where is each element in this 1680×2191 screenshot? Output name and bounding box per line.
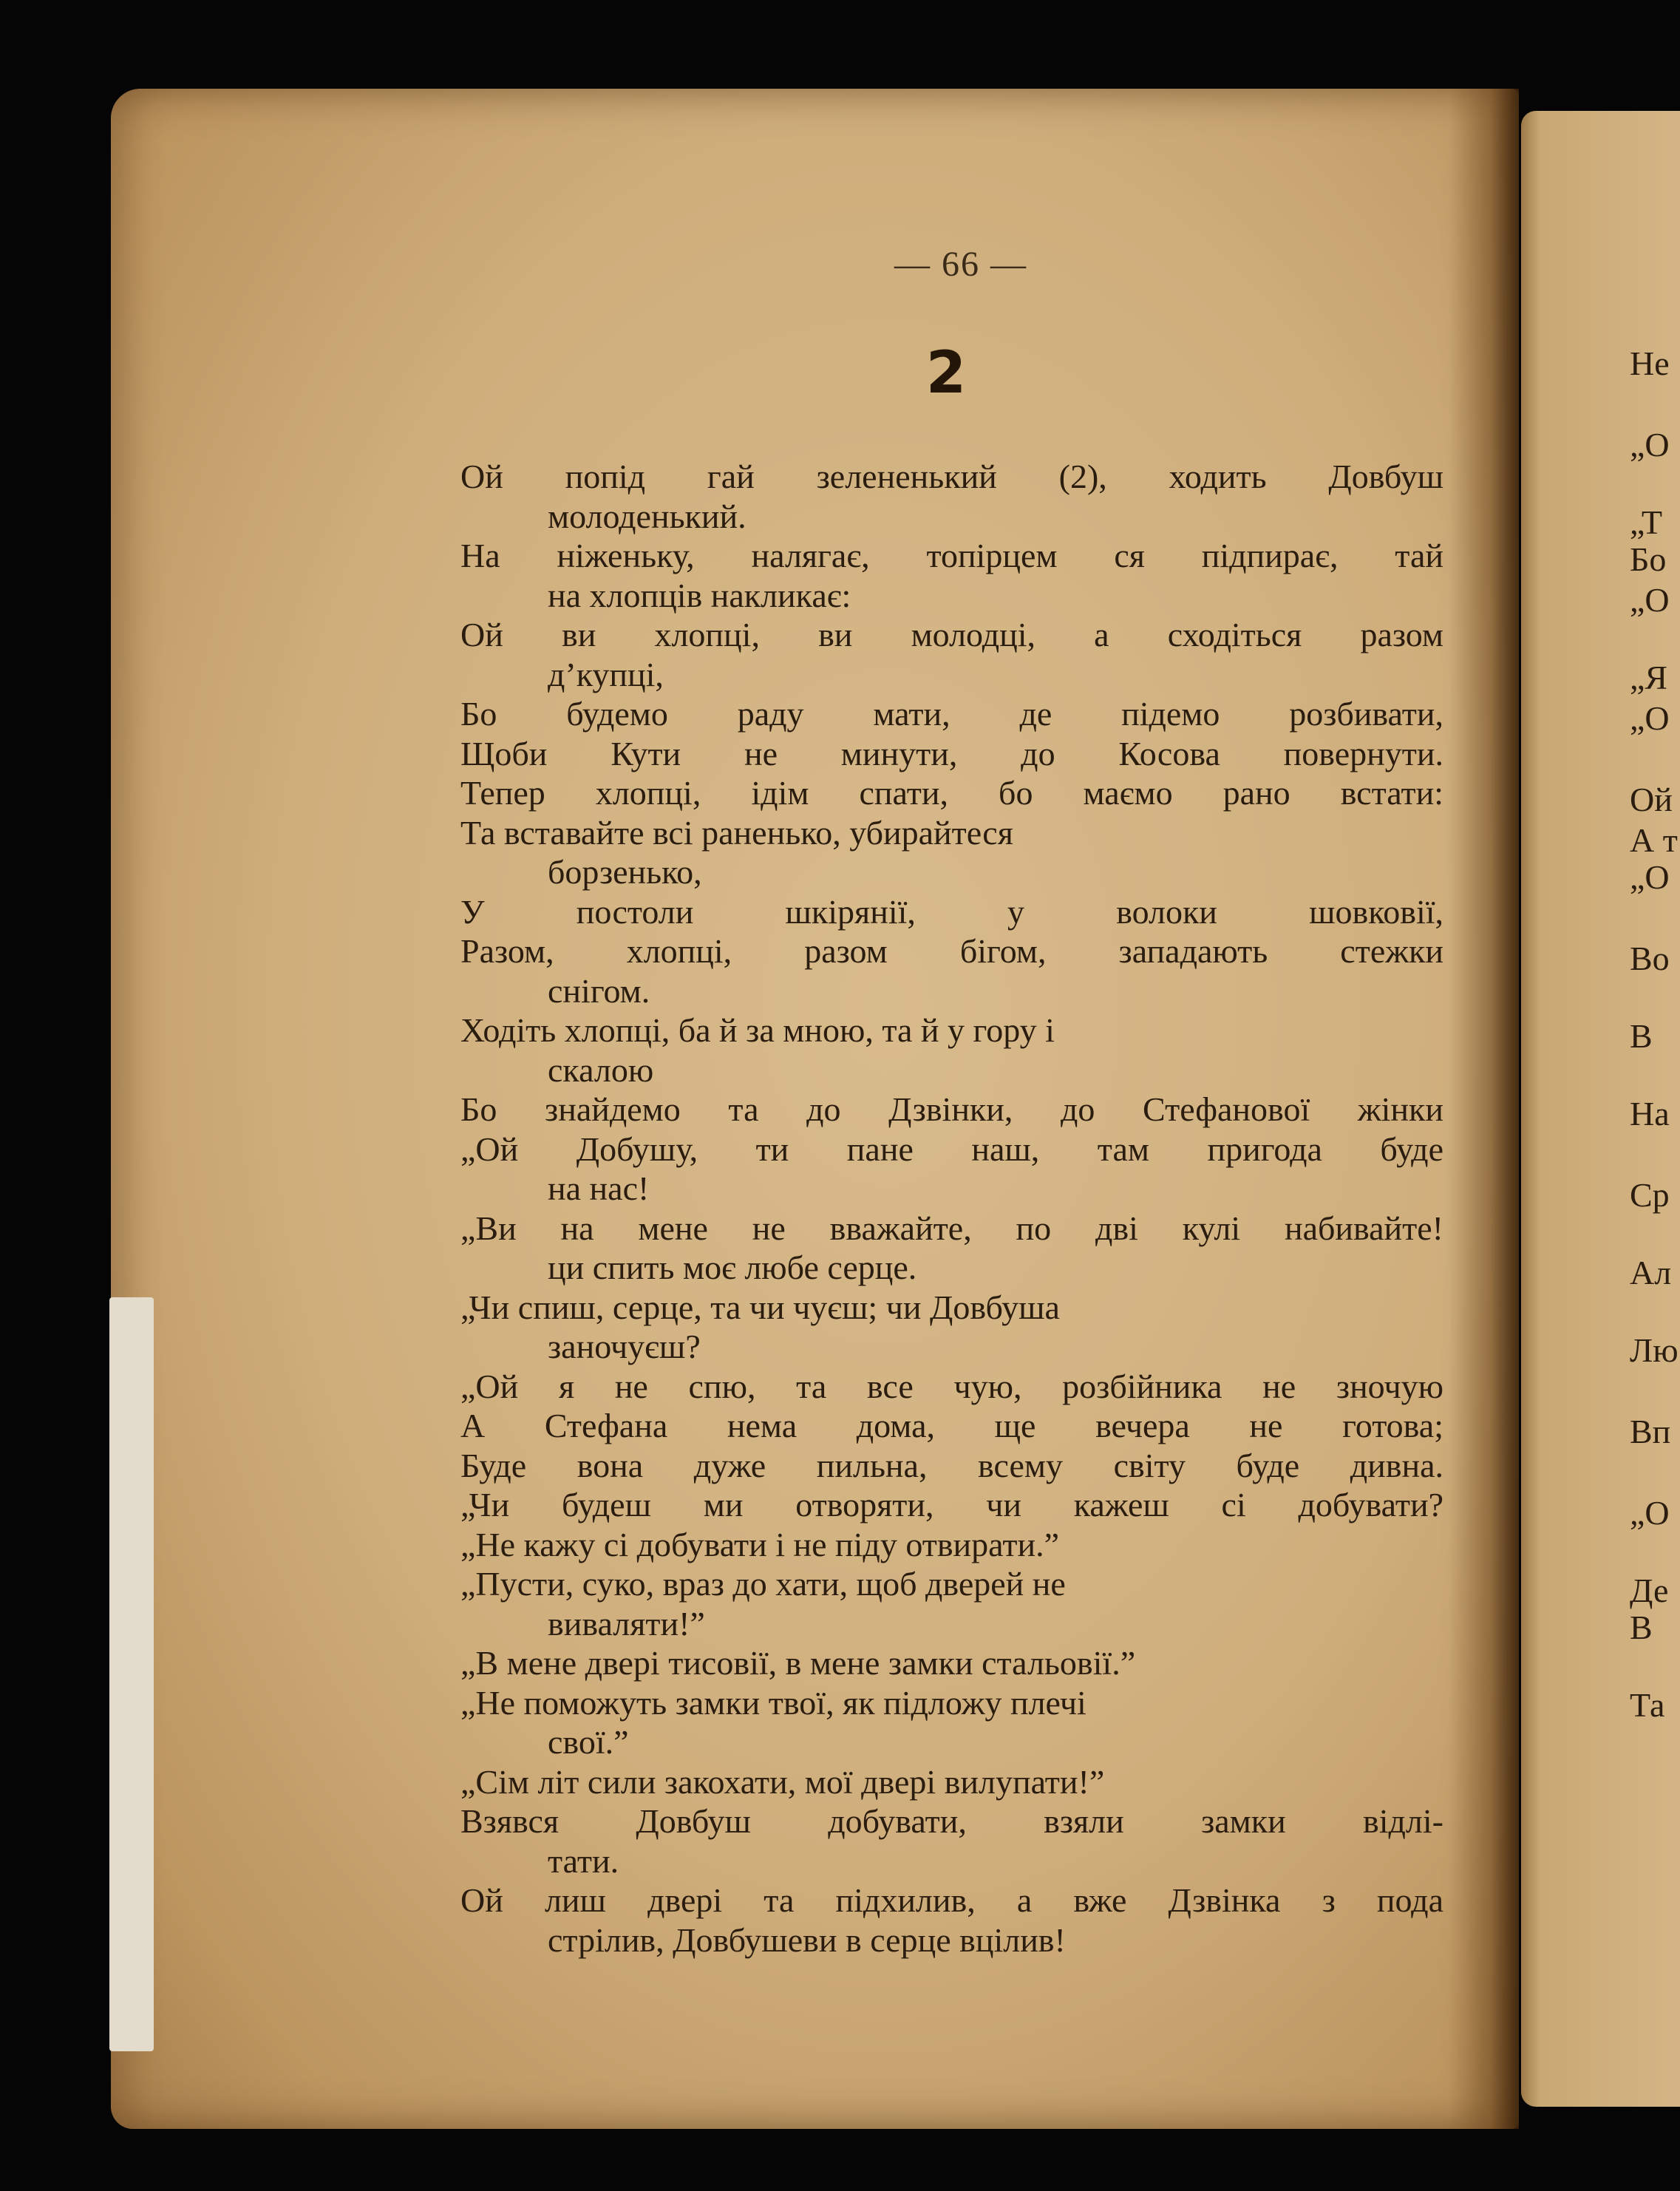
poem-line: Ходіть хлопці, ба й за мною, та й у гору і (460, 1011, 1055, 1049)
right-page-line: „О (1630, 581, 1670, 619)
right-page-line: На (1630, 1095, 1670, 1132)
right-page-line: „О (1630, 1494, 1670, 1532)
right-page-line: Де (1630, 1572, 1669, 1609)
poem-line: „В мене двері тисовії, в мене замки стальовії.” (460, 1644, 1136, 1682)
poem-line: виваляти!” (548, 1604, 705, 1643)
poem-line: Ой ви хлопці, ви молодці, а сходіться разом (460, 616, 1443, 653)
right-page-line: А т (1630, 821, 1678, 859)
poem-line: на нас! (548, 1169, 650, 1207)
poem-line: Та вставайте всі раненько, убирайтеся (460, 813, 1013, 852)
right-page-line: Бо (1630, 540, 1667, 578)
poem-line: На ніженьку, налягає, топірцем ся підпирає, тай (460, 537, 1443, 574)
section-number: 2 (925, 340, 967, 407)
right-page-line: В (1630, 1609, 1653, 1646)
poem-line: Бо будемо раду мати, де підемо розбивати, (460, 695, 1443, 733)
poem-line: Ой попід гай зелененький (2), ходить Довбуш (460, 458, 1443, 495)
poem-line: стрілив, Довбушеви в серце вцілив! (548, 1920, 1066, 1959)
poem-line: молоденький. (548, 497, 747, 535)
right-page-line: Во (1630, 940, 1670, 977)
right-page-line: „О (1630, 426, 1670, 463)
poem-line: Буде вона дуже пильна, всему світу буде дивна. (460, 1446, 1443, 1484)
poem-line: „Ой Добушу, ти пане наш, там пригода буде (460, 1130, 1443, 1168)
right-page-line: Вп (1630, 1413, 1671, 1450)
right-page-line: „О (1630, 699, 1670, 737)
poem-line: „Чи спиш, серце, та чи чуєш; чи Довбуша (460, 1288, 1060, 1326)
poem-line: „Не поможуть замки твої, як підложу плечі (460, 1683, 1086, 1722)
poem-body (460, 457, 1443, 1960)
poem-line: „Не кажу сі добувати і не піду отвирати.” (460, 1525, 1060, 1563)
right-page-line: „Я (1630, 659, 1668, 696)
poem-line: Щоби Кути не минути, до Косова повернути. (460, 734, 1443, 772)
paper-strip (109, 1297, 154, 2051)
poem-line: заночуєш? (548, 1328, 701, 1365)
poem-line: д’купці, (548, 655, 664, 693)
poem-line: „Ви на мене не вважайте, по дві кулі набивайте! (460, 1209, 1443, 1247)
poem-line: тати. (548, 1841, 619, 1880)
poem-line: Тепер хлопці, ідім спати, бо маємо рано встати: (460, 774, 1443, 812)
right-page-line: Ой (1630, 781, 1673, 818)
book-gutter (1449, 89, 1519, 2129)
right-page-line: Лю (1630, 1331, 1679, 1369)
poem-line: „Чи будеш ми отворяти, чи кажеш сі добувати? (460, 1486, 1443, 1523)
poem-line: Ой лиш двері та підхилив, а вже Дзвінка з пода (460, 1881, 1443, 1919)
poem-line: Бо знайдемо та до Дзвінки, до Стефанової жінки (460, 1090, 1443, 1128)
poem-line: борзенько, (548, 853, 702, 891)
poem-line: на хлопців накликає: (548, 576, 851, 614)
right-page-line: Та (1630, 1686, 1665, 1724)
poem-line: „Ой я не спю, та все чую, розбійника не зночую (460, 1367, 1443, 1405)
poem-line: У постоли шкірянії, у волоки шовковії, (460, 892, 1443, 931)
page-number: — 66 — (894, 245, 1027, 284)
poem-line: снігом. (548, 971, 650, 1010)
poem-line: Разом, хлопці, разом бігом, западають стежки (460, 932, 1443, 970)
poem-line: „Сім літ сили закохати, мої двері вилупати!” (460, 1762, 1105, 1801)
right-page-line: Не (1630, 344, 1670, 382)
right-page-line: „Т (1630, 503, 1662, 541)
right-page-line: В (1630, 1017, 1653, 1055)
poem-line: А Стефана нема дома, ще вечера не готова; (460, 1407, 1443, 1444)
right-page-line: Ср (1630, 1176, 1670, 1214)
poem-line: скалою (548, 1050, 654, 1089)
right-page-line: Ал (1630, 1254, 1672, 1291)
right-page-line: „О (1630, 858, 1670, 896)
poem-line: „Пусти, суко, враз до хати, щоб дверей не (460, 1565, 1066, 1603)
poem-line: Взявся Довбуш добувати, взяли замки відлі- (460, 1802, 1443, 1840)
poem-line: свої.” (548, 1723, 629, 1761)
right-page-text (1630, 0, 1680, 2191)
poem-line: ци спить моє любе серце. (548, 1249, 917, 1286)
